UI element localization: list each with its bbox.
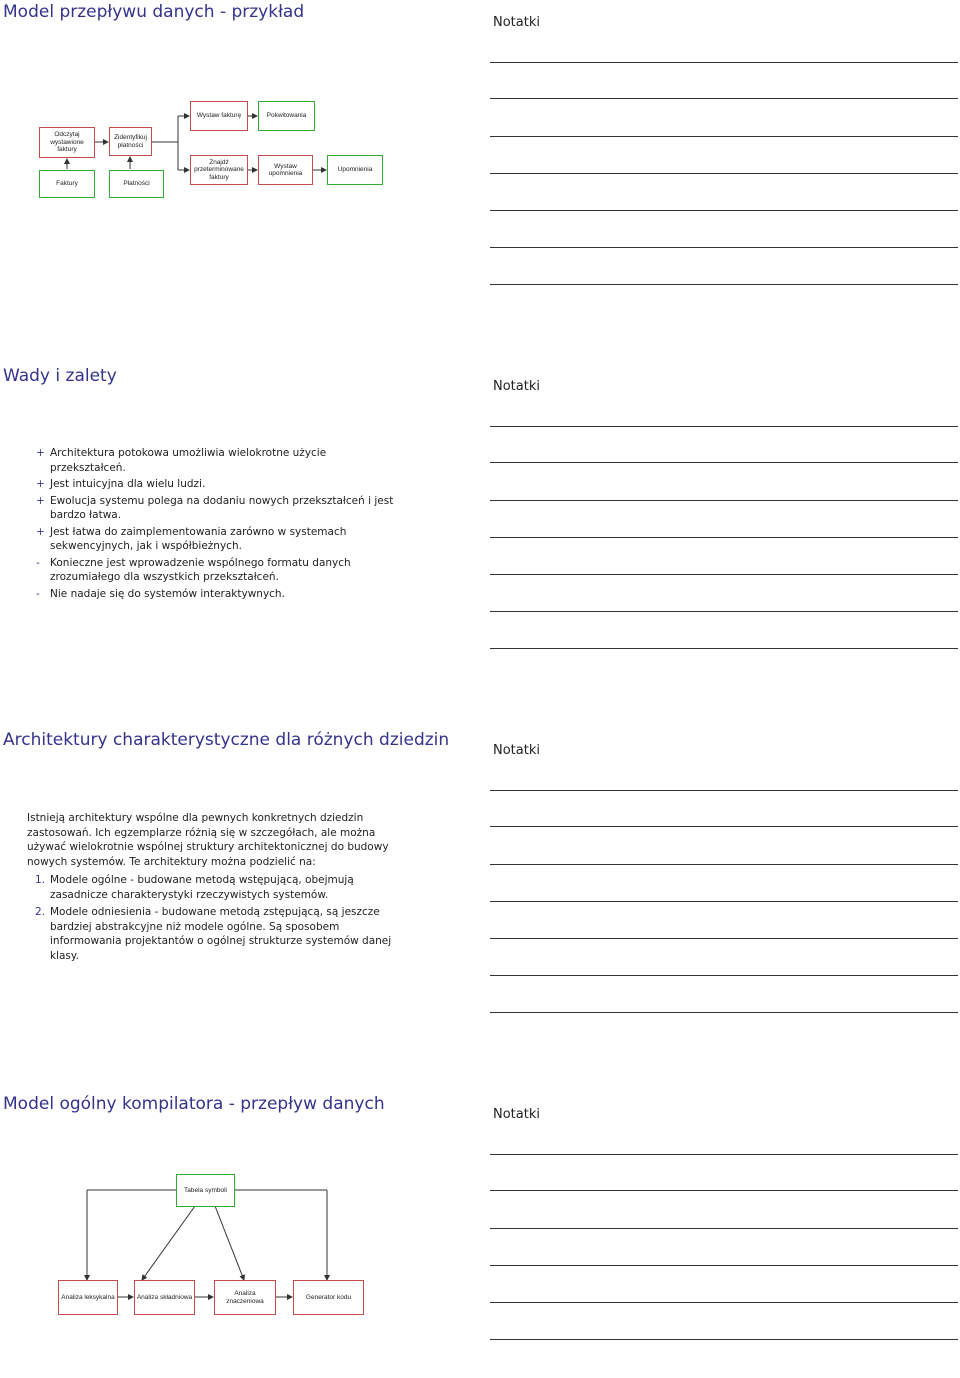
slide-title: Architektury charakterystyczne dla różnych dziedzin [3, 730, 450, 750]
store-payments [109, 170, 164, 198]
list-item [35, 873, 399, 902]
note-line [490, 537, 958, 538]
store-receipts [258, 101, 315, 131]
process-read-invoices [39, 127, 95, 158]
symbol-table [176, 1174, 235, 1207]
box-label: Analiza znaczeniowa [226, 1290, 264, 1305]
notes-label: Notatki [493, 15, 540, 30]
box-label: Generator kodu [305, 1293, 352, 1301]
store-reminders [327, 155, 383, 185]
item-text: Jest intuicyjna dla wielu ludzi. [50, 478, 206, 490]
semantic-analysis [214, 1280, 276, 1315]
note-line [490, 574, 958, 575]
note-line [490, 790, 958, 791]
box-label: Odczytaj wystawione faktury [50, 131, 84, 154]
box-label: Wystaw fakturę [196, 112, 242, 120]
list-item [36, 556, 400, 585]
item-number: 2. [35, 906, 46, 918]
list-item [36, 587, 400, 602]
slide-title: Model przepływu danych - przykład [3, 2, 305, 22]
box-label: Płatności [123, 180, 150, 188]
architecture-types-list [35, 873, 399, 966]
notes-label: Notatki [493, 379, 540, 394]
item-text: Modele ogólne - budowane metodą wstępującą, obejmują zasadnicze charakterystyki rzeczywistych systemów. [50, 874, 354, 901]
note-line [490, 1012, 958, 1013]
notes-label: Notatki [493, 1107, 540, 1122]
item-text: Architektura potokowa umożliwia wielokrotne użycie przekształceń. [50, 447, 327, 474]
item-text: Konieczne jest wprowadzenie wspólnego formatu danych zrozumiałego dla wszystkich przekształceń. [50, 556, 351, 583]
item-text: Jest łatwa do zaimplementowania zarówno w systemach sekwencyjnych, jak i współbieżnych. [50, 525, 347, 552]
item-text: Ewolucja systemu polega na dodaniu nowych przekształceń i jest bardzo łatwa. [50, 494, 394, 521]
note-line [490, 648, 958, 649]
item-text: Nie nadaje się do systemów interaktywnych. [50, 587, 285, 600]
note-line [490, 938, 958, 939]
slide-pros-cons [0, 364, 960, 708]
list-item [36, 446, 400, 475]
note-line [490, 826, 958, 827]
notes-label: Notatki [493, 743, 540, 758]
list-item [36, 494, 400, 523]
syntax-analysis [134, 1280, 195, 1315]
process-issue-invoice [190, 101, 248, 131]
bullet-mark: - [36, 556, 40, 569]
box-label: Zidentyfikuj płatności [114, 134, 147, 149]
note-line [490, 462, 958, 463]
process-identify-payments [109, 127, 152, 156]
slide-title: Wady i zalety [3, 366, 117, 386]
bullet-mark: - [36, 587, 40, 600]
bullet-mark: + [36, 494, 45, 507]
box-label: Analiza leksykalna [61, 1293, 115, 1301]
box-label: Tabela symboli [184, 1186, 227, 1194]
box-label: Analiza składniowa [136, 1293, 193, 1301]
note-line [490, 975, 958, 976]
box-label: Znajdź przeterminowane faktury [194, 158, 244, 181]
note-line [490, 500, 958, 501]
code-generator [293, 1280, 364, 1315]
box-label: Wystaw upomnienia [268, 162, 303, 177]
box-label: Pokwitowania [266, 112, 307, 120]
list-item [35, 905, 399, 963]
box-label: Faktury [56, 180, 78, 188]
slide-data-flow-example [0, 0, 960, 344]
lexical-analysis [58, 1280, 118, 1315]
pros-cons-list [36, 446, 400, 603]
bullet-mark: + [36, 525, 45, 538]
process-find-overdue-invoices [190, 155, 248, 185]
store-invoices [39, 170, 95, 198]
note-line [490, 611, 958, 612]
note-line [490, 901, 958, 902]
bullet-mark: + [36, 478, 45, 490]
slide-domain-architectures [0, 728, 960, 1072]
item-text: Modele odniesienia - budowane metodą zstępującą, są jeszcze bardziej abstrakcyjne niż modele ogólne. Są sposobem informowania projektantów o ogólnej strukturze systemów danej klasy. [50, 906, 392, 962]
process-issue-reminders [258, 155, 313, 185]
note-line [490, 864, 958, 865]
slide-compiler-model [0, 1092, 960, 1378]
list-item [36, 477, 400, 492]
compiler-flow-arrows [0, 1092, 960, 1378]
note-line [490, 426, 958, 427]
list-item [36, 525, 400, 554]
box-label: Upomnienia [337, 166, 373, 174]
slide-title: Model ogólny kompilatora - przepływ danych [3, 1094, 385, 1114]
item-number: 1. [35, 874, 46, 886]
intro-paragraph: Istnieją architektury wspólne dla pewnych konkretnych dziedzin zastosowań. Ich egzemplarze różnią się w szczegółach, ale można używać wielokrotnie wspólnej struktury architektonicznej do budowy nowych systemów. Te architektury można podzielić na: [27, 812, 389, 868]
bullet-mark: + [36, 447, 45, 459]
